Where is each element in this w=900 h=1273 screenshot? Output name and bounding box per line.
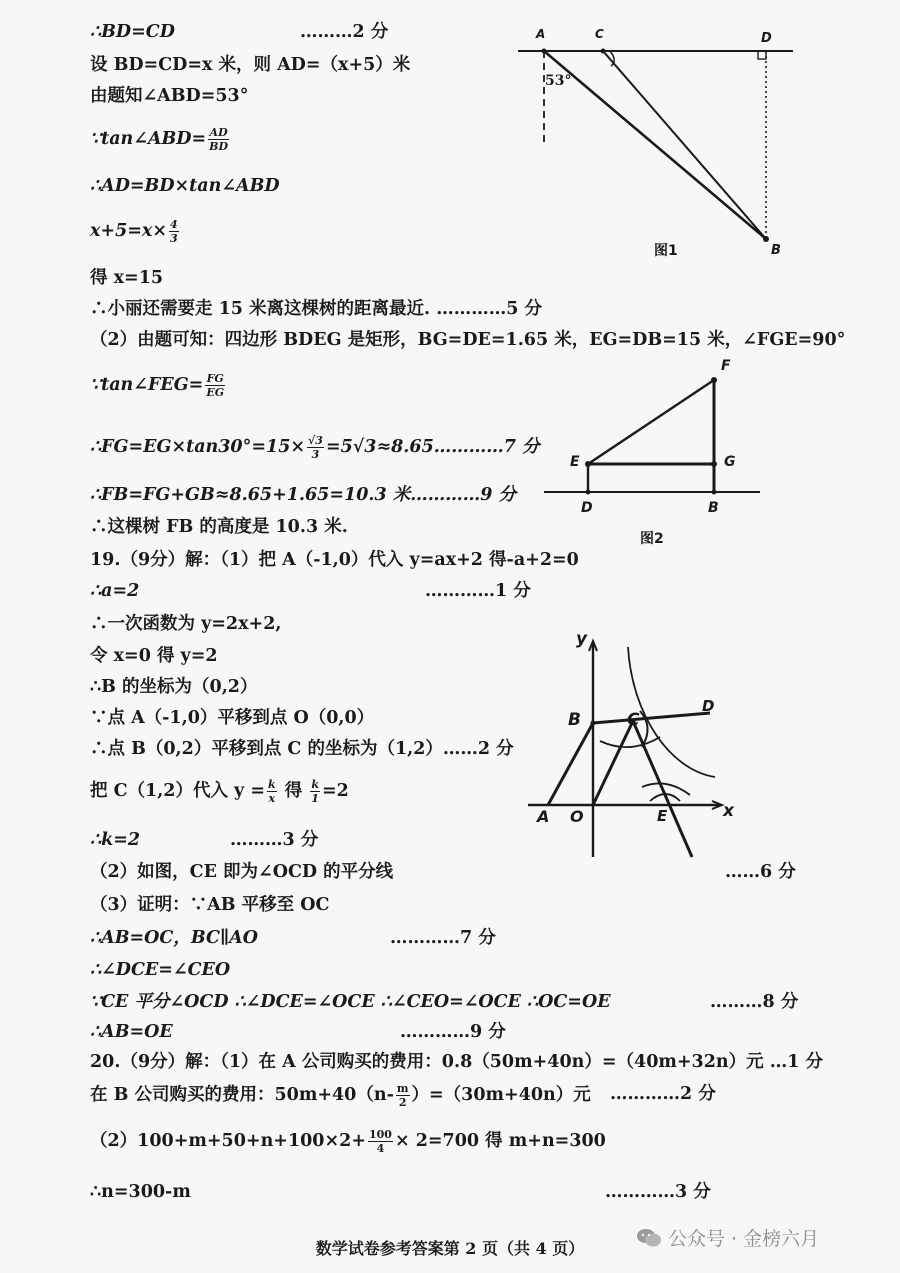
answer-line: ∴k=2 xyxy=(90,830,141,850)
answer-line: ∴a=2 xyxy=(90,581,140,601)
answer-line: ∴AB=OE xyxy=(90,1022,173,1042)
fraction-denominator: EG xyxy=(206,386,225,399)
answer-line: 令 x=0 得 y=2 xyxy=(90,646,218,666)
answer-line: （2）如图，CE 即为∠OCD 的平分线 xyxy=(90,862,394,882)
answer-line: ∴∠DCE=∠CEO xyxy=(90,960,231,980)
question-19-header: 19.（9分）解：（1）把 A（-1,0）代入 y=ax+2 得-a+2=0 xyxy=(90,550,579,570)
score-mark: ………2 分 xyxy=(300,22,389,42)
answer-line: ∵点 A（-1,0）平移到点 O（0,0） xyxy=(90,708,375,728)
fraction-numerator: 4 xyxy=(170,218,178,231)
answer-line: ∴这棵树 FB 的高度是 10.3 米. xyxy=(90,517,348,537)
fig1-label-a: A xyxy=(536,27,546,41)
fraction-numerator: k xyxy=(311,778,319,791)
fraction xyxy=(267,778,277,805)
fig3-label-b: B xyxy=(568,710,581,730)
answer-line: ∴BD=CD xyxy=(90,22,175,42)
equation-text: =5√3≈8.65…………7 分 xyxy=(325,437,540,457)
answer-line: ∴点 B（0,2）平移到点 C 的坐标为（1,2）……2 分 xyxy=(90,739,514,759)
fraction xyxy=(396,1082,410,1109)
answer-line: 得 x=15 xyxy=(90,268,164,288)
fig2-label-g: G xyxy=(724,454,736,470)
equation-text: ）=（30m+40n）元 xyxy=(411,1085,591,1105)
score-mark: ……6 分 xyxy=(725,862,796,882)
fraction xyxy=(368,1128,393,1155)
score-mark: …………7 分 xyxy=(390,928,496,948)
figure-1-caption: 图1 xyxy=(654,243,678,259)
watermark xyxy=(636,1224,819,1251)
answer-line xyxy=(90,218,181,245)
answer-line xyxy=(90,434,540,461)
fraction-denominator: 3 xyxy=(170,232,178,245)
answer-line: 由题知∠ABD=53° xyxy=(90,86,249,106)
fraction-denominator: BD xyxy=(209,140,228,153)
equation-text: ∵tan∠FEG= xyxy=(90,375,204,395)
fraction xyxy=(310,778,320,805)
answer-line xyxy=(90,372,227,399)
score-mark: …………9 分 xyxy=(400,1022,506,1042)
fig3-label-o: O xyxy=(570,807,584,826)
equation-text: ∵tan∠ABD= xyxy=(90,129,207,149)
equation-text: × 2=700 得 m+n=300 xyxy=(394,1131,606,1151)
fraction-denominator: 3 xyxy=(311,448,320,461)
answer-line: ∴AD=BD×tan∠ABD xyxy=(90,176,280,196)
fraction xyxy=(307,434,324,461)
fraction-denominator: x xyxy=(268,792,276,805)
fraction xyxy=(205,372,225,399)
fig3-label-a: A xyxy=(537,807,550,826)
fraction-numerator: 100 xyxy=(368,1128,392,1141)
question-20-header: 20.（9分）解：（1）在 A 公司购买的费用：0.8（50m+40n）=（40m+32n）元 …1 分 xyxy=(90,1052,823,1072)
fraction-numerator: √3 xyxy=(308,434,323,447)
fraction-numerator: k xyxy=(267,778,276,791)
fig2-label-d: D xyxy=(581,500,593,516)
answer-line xyxy=(90,126,231,153)
equation-text: 在 B 公司购买的费用：50m+40（n- xyxy=(90,1085,394,1105)
answer-line: ∴一次函数为 y=2x+2, xyxy=(90,614,282,634)
figure-2-caption: 图2 xyxy=(640,531,664,547)
answer-line: ∴AB=OC，BC∥AO xyxy=(90,928,258,948)
answer-line: ∴n=300-m xyxy=(90,1182,191,1202)
fraction-numerator: m xyxy=(396,1082,409,1095)
score-mark: ………8 分 xyxy=(710,992,799,1012)
score-mark: …………3 分 xyxy=(605,1182,711,1202)
answer-line xyxy=(90,1082,591,1109)
fig3-label-d: D xyxy=(702,697,715,715)
answer-line: （3）证明：∵AB 平移至 OC xyxy=(90,895,330,915)
fraction-denominator: 2 xyxy=(398,1096,407,1109)
fig1-angle-label: 53° xyxy=(545,73,572,89)
wechat-icon xyxy=(636,1228,662,1248)
fig1-label-d: D xyxy=(761,31,772,46)
answer-line: ∴小丽还需要走 15 米离这棵树的距离最近. …………5 分 xyxy=(90,299,542,319)
equation-text: 得 xyxy=(284,781,303,801)
score-mark: ………3 分 xyxy=(230,830,319,850)
fig3-label-x: x xyxy=(723,801,734,821)
fraction-numerator: FG xyxy=(206,372,224,385)
fraction-denominator: 4 xyxy=(376,1142,385,1155)
score-mark: …………2 分 xyxy=(610,1084,716,1104)
answer-line: 设 BD=CD=x 米，则 AD=（x+5）米 xyxy=(90,55,411,75)
fraction-denominator: 1 xyxy=(311,792,319,805)
fig3-label-e: E xyxy=(657,807,668,825)
fraction xyxy=(208,126,229,153)
watermark-text: 公众号 · 金榜六月 xyxy=(668,1228,820,1250)
figure-2 xyxy=(540,358,770,547)
equation-text: （2）100+m+50+n+100×2+ xyxy=(90,1131,366,1151)
fig2-label-f: F xyxy=(721,358,731,374)
fraction-numerator: AD xyxy=(209,126,228,139)
answer-line xyxy=(90,1128,606,1155)
equation-text: ∴FG=EG×tan30°=15× xyxy=(90,437,306,457)
fig3-label-c: C xyxy=(627,710,640,730)
answer-line: ∴FB=FG+GB≈8.65+1.65=10.3 米…………9 分 xyxy=(90,485,516,505)
fig3-label-y: y xyxy=(576,629,588,649)
equation-text: x+5=x× xyxy=(90,221,168,241)
fig1-label-c: C xyxy=(595,27,604,41)
page-footer: 数学试卷参考答案第 2 页（共 4 页） xyxy=(315,1239,585,1258)
answer-line: （2）由题可知：四边形 BDEG 是矩形，BG=DE=1.65 米，EG=DB=15 米，∠FGE=90° xyxy=(90,330,846,350)
answer-line xyxy=(90,778,349,805)
figure-3 xyxy=(520,625,750,865)
fig2-label-b: B xyxy=(708,500,719,516)
equation-text: 把 C（1,2）代入 y = xyxy=(90,781,265,801)
score-mark: …………1 分 xyxy=(425,581,531,601)
fig1-label-b: B xyxy=(771,243,781,258)
fraction xyxy=(169,218,179,245)
fig2-label-e: E xyxy=(570,454,580,470)
equation-text: =2 xyxy=(321,781,349,801)
answer-line: ∵CE 平分∠OCD ∴∠DCE=∠OCE ∴∠CEO=∠OCE ∴OC=OE xyxy=(90,992,611,1012)
answer-line: ∴B 的坐标为（0,2） xyxy=(90,677,258,697)
figure-1 xyxy=(510,25,810,265)
